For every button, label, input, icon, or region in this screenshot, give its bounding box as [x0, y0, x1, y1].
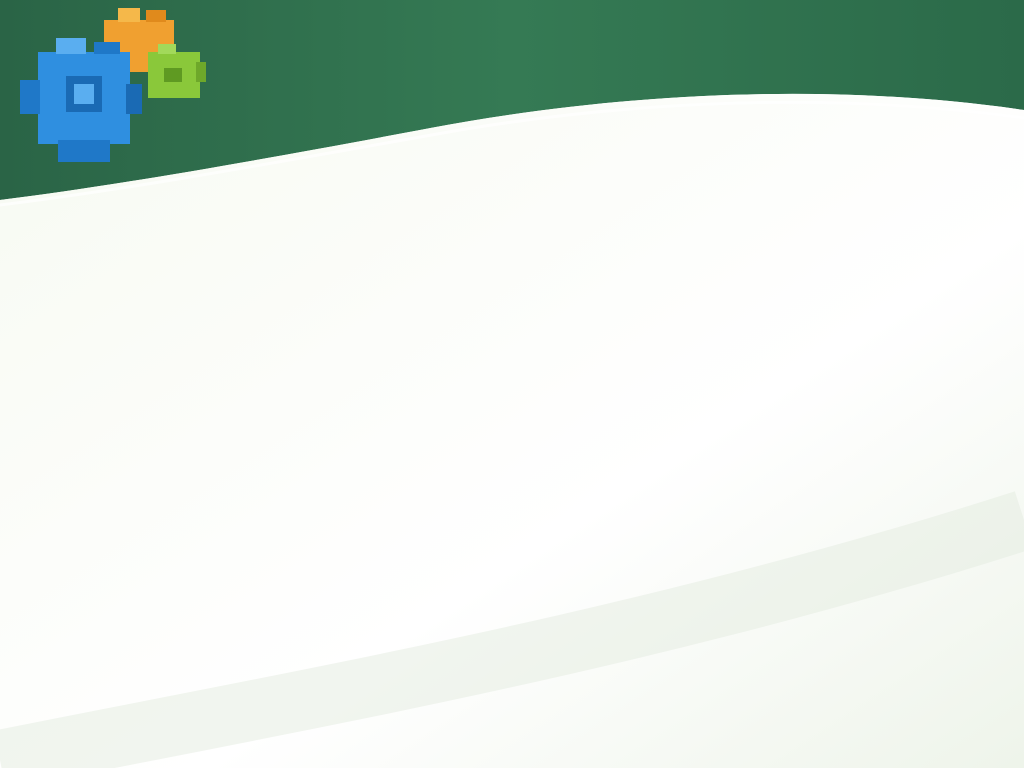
- green-cube-shape: [148, 44, 206, 98]
- blue-cube-shape: [20, 38, 142, 162]
- puzzle-cubes-icon: [8, 0, 218, 170]
